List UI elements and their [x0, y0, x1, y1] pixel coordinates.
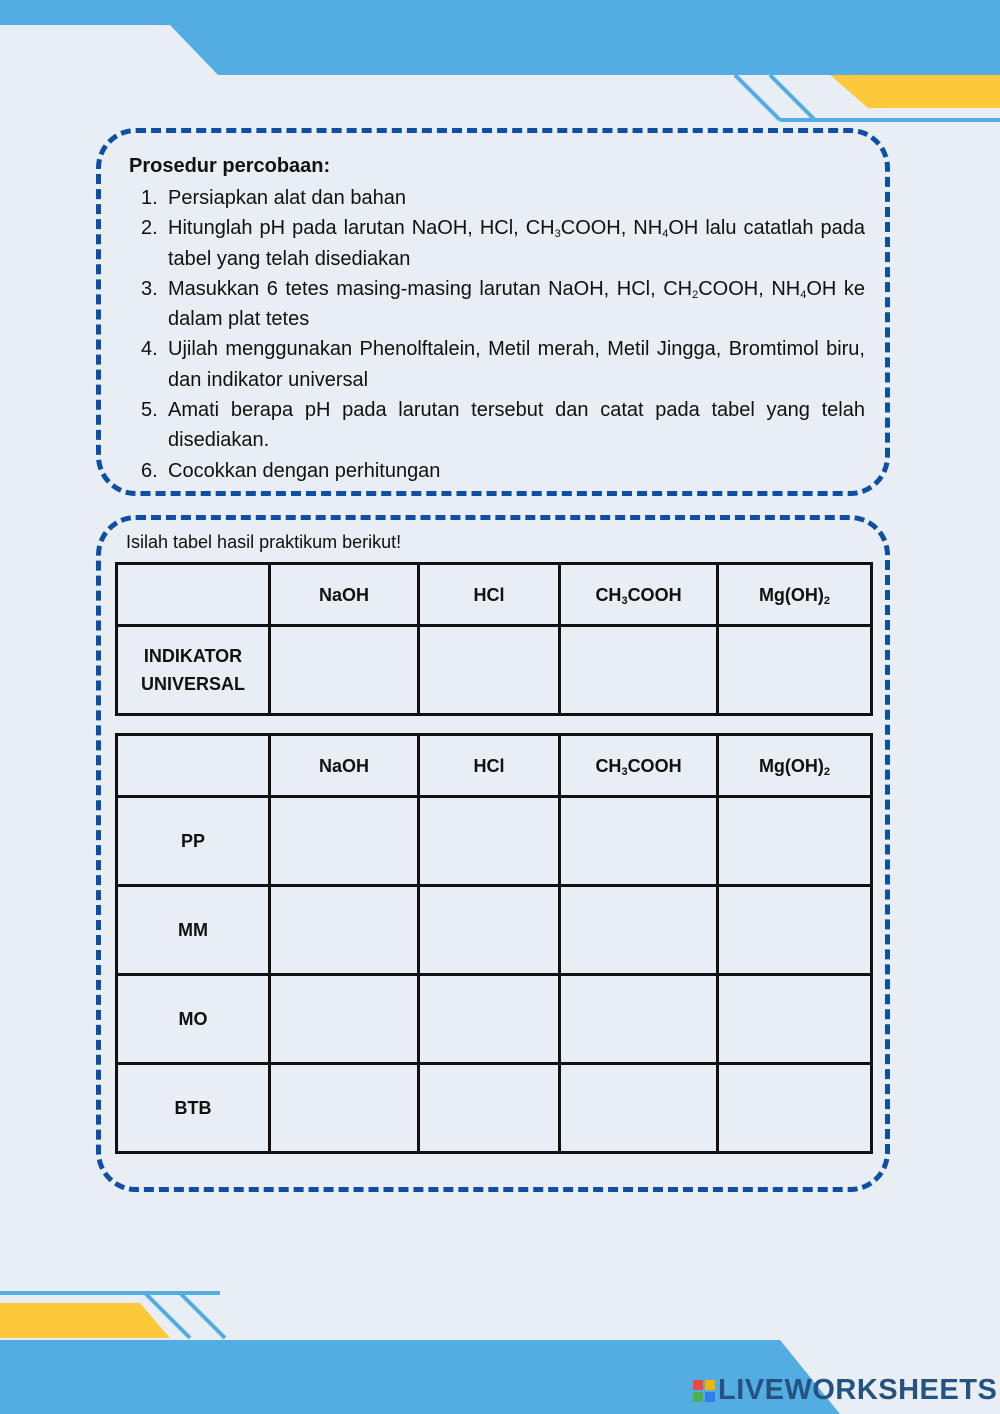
subscript: 2 — [823, 594, 831, 607]
step-number: 2. — [141, 217, 158, 240]
step-number: 4. — [141, 338, 158, 361]
text-part: Cocokkan dengan perhitungan — [168, 459, 441, 482]
text-part: HCl — [473, 755, 505, 776]
row-label: MO — [117, 975, 270, 1064]
text-part: Amati berapa pH pada larutan tersebut dan catat pada tabel yang telah disediakan. — [168, 399, 865, 452]
text-part: COOH — [627, 755, 682, 776]
subscript: 4 — [800, 288, 807, 301]
table-header-row — [117, 564, 872, 626]
answer-cell[interactable] — [419, 797, 560, 886]
text-part: COOH, NH — [560, 217, 663, 240]
column-header — [560, 735, 718, 797]
step-number: 5. — [141, 399, 158, 422]
answer-cell[interactable] — [270, 886, 419, 975]
table-header-row — [117, 735, 872, 797]
step-number: 3. — [141, 277, 158, 300]
text-part: NaOH — [318, 584, 369, 605]
procedure-panel — [96, 128, 890, 496]
table-row — [117, 975, 872, 1064]
table-row — [117, 1064, 872, 1153]
row-label: PP — [117, 797, 270, 886]
text-part: COOH, NH — [698, 277, 801, 300]
text-part: Ujilah menggunakan Phenolftalein, Metil merah, Metil Jingga, Bromtimol biru, dan indikator universal — [168, 338, 865, 391]
top-banner-decoration — [0, 0, 1000, 120]
answer-cell[interactable] — [560, 626, 718, 715]
text-part: COOH — [627, 584, 682, 605]
answer-cell[interactable] — [270, 797, 419, 886]
corner-cell — [117, 735, 270, 797]
subscript: 4 — [662, 228, 669, 241]
text-part: Hitunglah pH pada larutan NaOH, HCl, CH — [168, 217, 555, 240]
liveworksheets-logo — [693, 1374, 997, 1407]
text-part: CH — [595, 755, 622, 776]
indicator-table — [115, 733, 873, 1154]
row-label-line: INDIKATOR — [143, 646, 243, 666]
text-part: OH lalu catatlah pada tabel yang telah disediakan — [168, 217, 866, 270]
column-header — [718, 735, 872, 797]
procedure-step — [141, 334, 865, 395]
answer-cell[interactable] — [560, 886, 718, 975]
column-header — [270, 564, 419, 626]
text-part: Masukkan 6 tetes masing-masing larutan NaOH, HCl, CH — [168, 277, 693, 300]
answer-cell[interactable] — [718, 886, 872, 975]
procedure-step — [141, 456, 865, 486]
answer-cell[interactable] — [419, 886, 560, 975]
text-part: CH — [595, 584, 622, 605]
table-row — [117, 886, 872, 975]
row-label-line: UNIVERSAL — [140, 674, 245, 694]
table-instruction: Isilah tabel hasil praktikum berikut! — [126, 532, 402, 552]
subscript: 3 — [621, 765, 628, 778]
text-part: NaOH — [318, 755, 369, 776]
procedure-step — [141, 213, 865, 274]
answer-cell[interactable] — [718, 797, 872, 886]
answer-cell[interactable] — [560, 797, 718, 886]
row-label: MM — [117, 886, 270, 975]
step-number: 1. — [141, 187, 158, 209]
column-header — [419, 564, 560, 626]
column-header — [718, 564, 872, 626]
table-row — [117, 797, 872, 886]
answer-cell[interactable] — [419, 975, 560, 1064]
answer-cell[interactable] — [419, 626, 560, 715]
answer-cell[interactable] — [270, 626, 419, 715]
answer-cell[interactable] — [560, 1064, 718, 1153]
procedure-title: Prosedur percobaan: — [129, 155, 331, 177]
procedure-step — [141, 183, 865, 213]
corner-cell — [117, 564, 270, 626]
answer-cell[interactable] — [560, 975, 718, 1064]
answer-cell[interactable] — [718, 975, 872, 1064]
text-part: Mg(OH) — [758, 584, 824, 605]
row-label: BTB — [117, 1064, 270, 1153]
brand-name: LIVEWORKSHEETS — [718, 1374, 998, 1406]
row-label — [117, 626, 270, 715]
text-part: OH ke dalam plat tetes — [168, 277, 866, 331]
answer-cell[interactable] — [270, 1064, 419, 1153]
column-header — [270, 735, 419, 797]
universal-indicator-table — [115, 562, 873, 716]
procedure-steps — [141, 183, 865, 486]
answer-cell[interactable] — [718, 626, 872, 715]
subscript: 3 — [554, 228, 561, 241]
answer-cell[interactable] — [718, 1064, 872, 1153]
procedure-step — [141, 395, 865, 456]
column-header — [419, 735, 560, 797]
answer-cell[interactable] — [419, 1064, 560, 1153]
text-part: Mg(OH) — [758, 755, 824, 776]
procedure-step — [141, 274, 865, 335]
subscript: 3 — [621, 594, 628, 607]
text-part: Persiapkan alat dan bahan — [168, 187, 406, 209]
step-number: 6. — [141, 459, 158, 482]
text-part: HCl — [473, 584, 505, 605]
subscript: 2 — [692, 288, 699, 301]
column-header — [560, 564, 718, 626]
liveworksheets-logo-icon — [693, 1380, 715, 1402]
subscript: 2 — [823, 765, 831, 778]
answer-cell[interactable] — [270, 975, 419, 1064]
table-row — [117, 626, 872, 715]
